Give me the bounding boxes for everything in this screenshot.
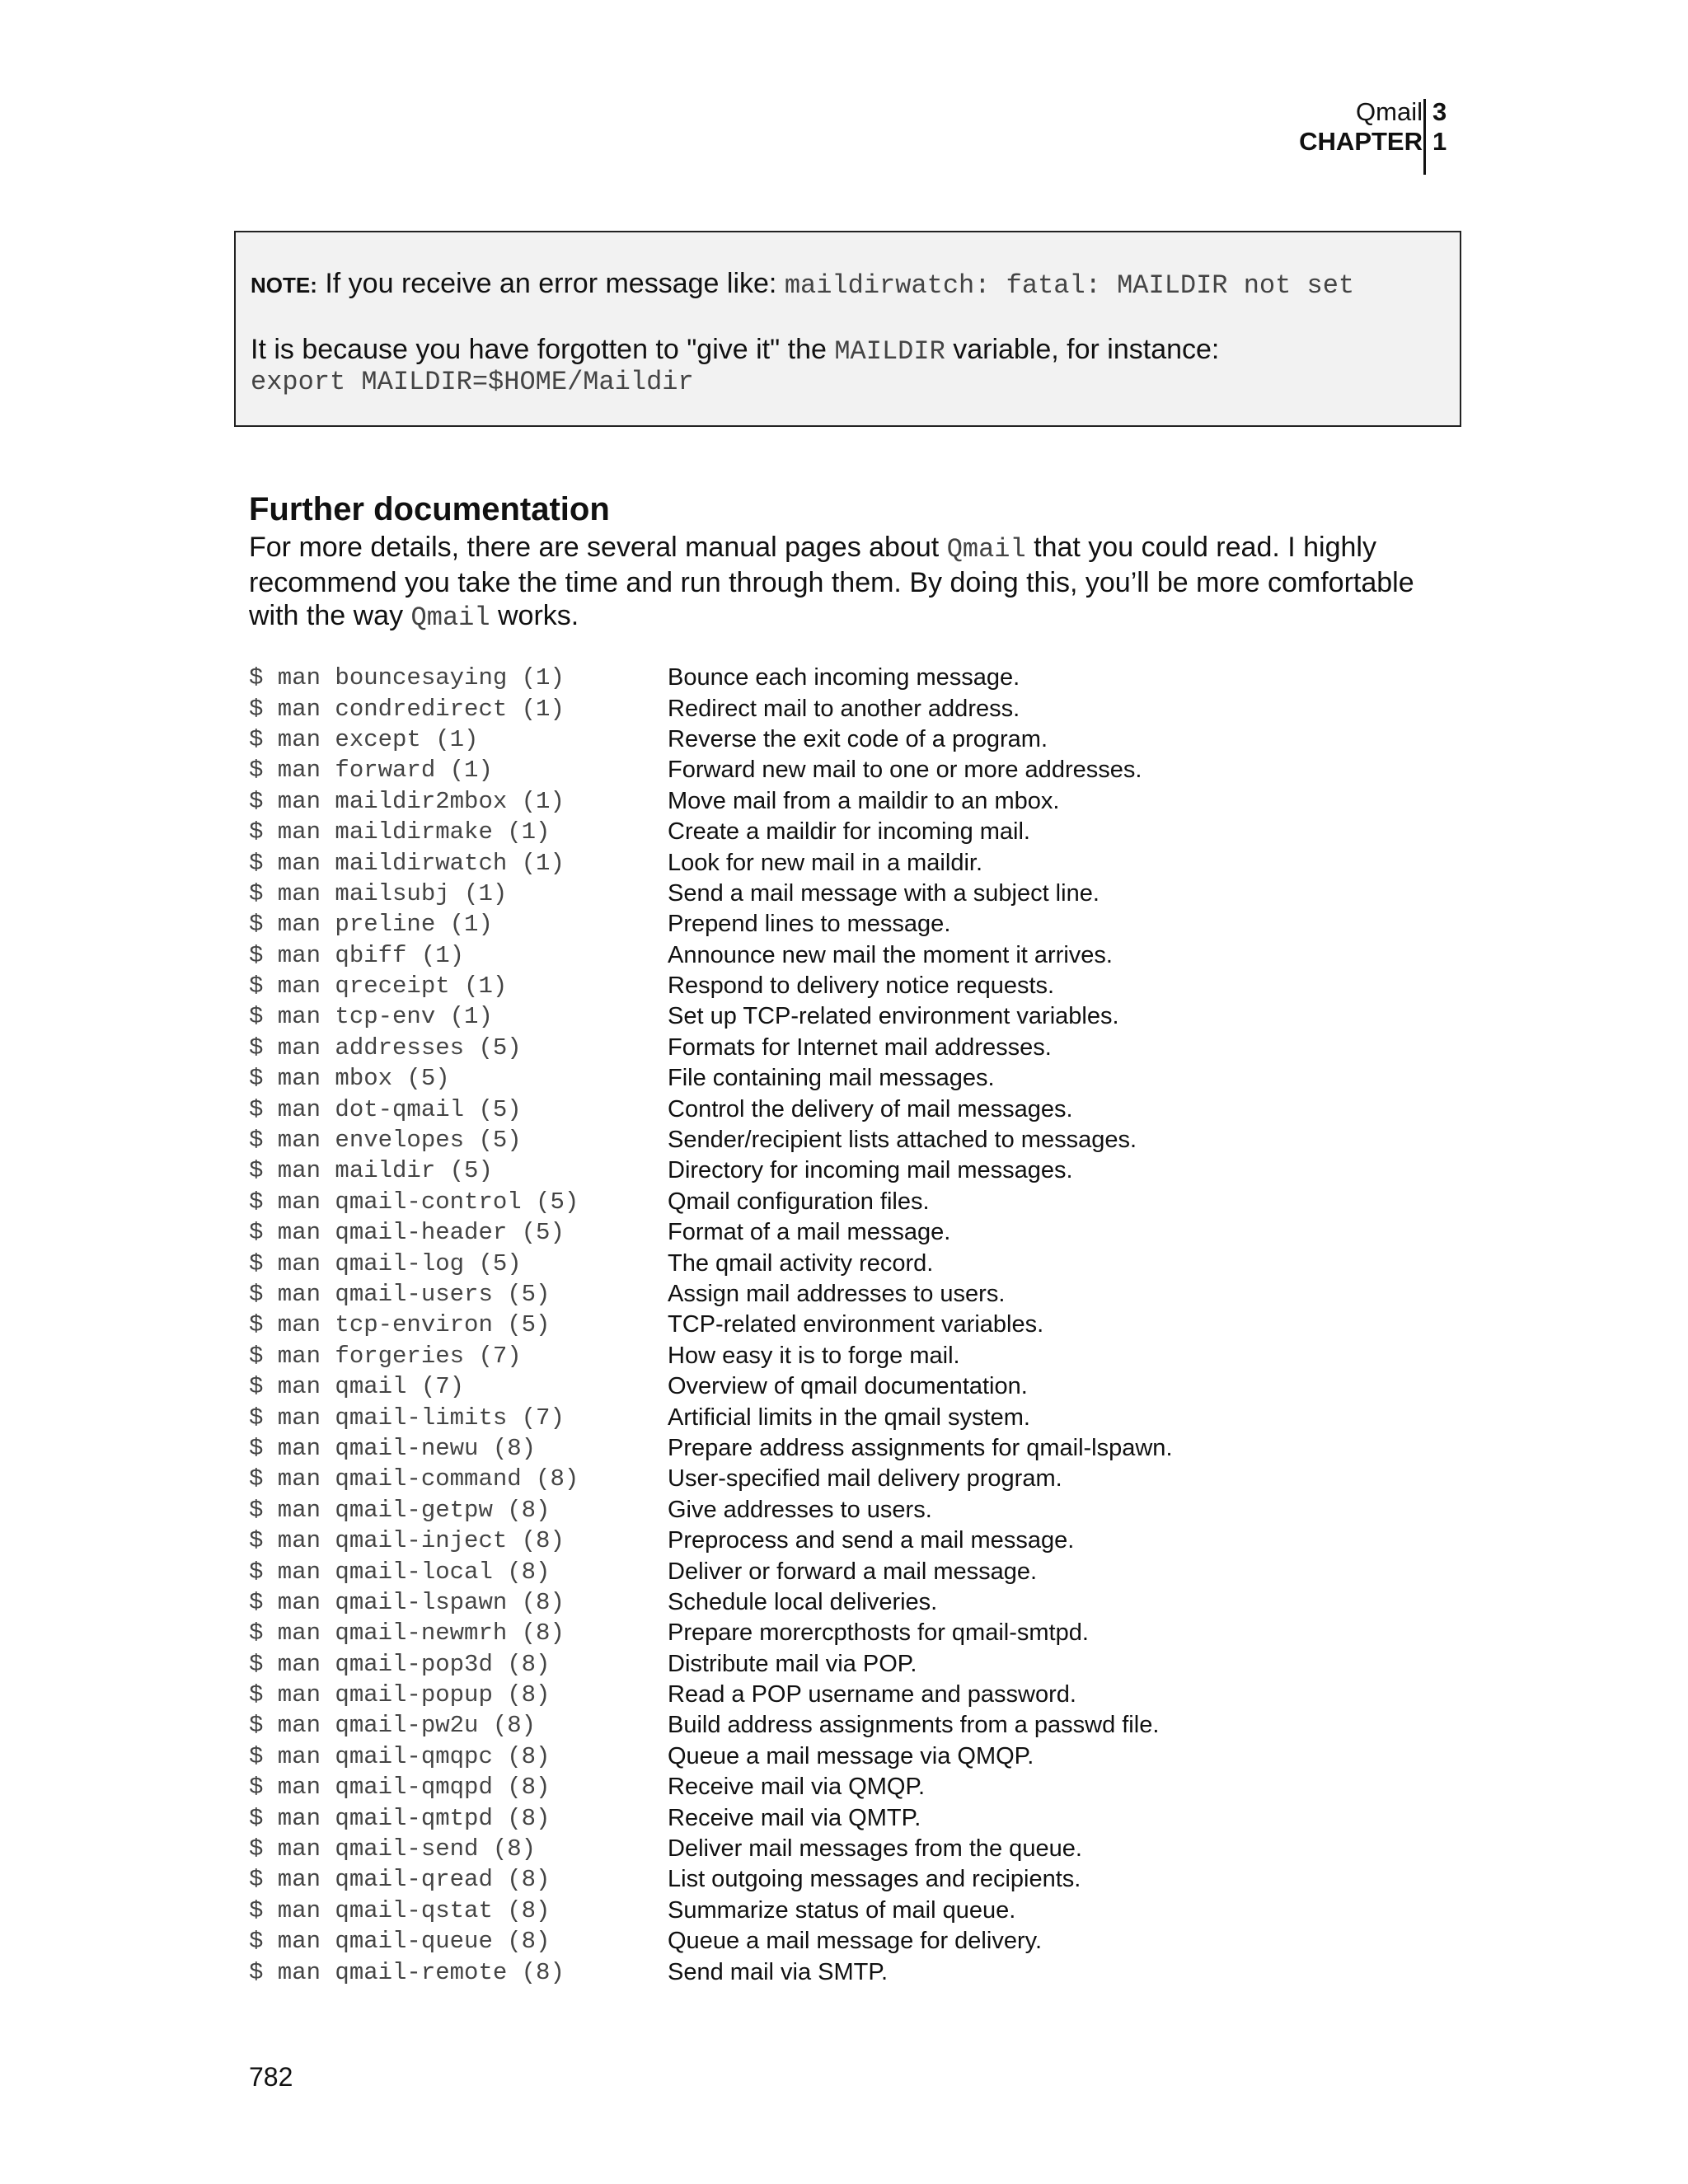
man-page-row xyxy=(249,1896,1173,1926)
header-chapter-label: CHAPTER xyxy=(1299,127,1423,156)
man-command: $ man qmail-local (8) xyxy=(249,1558,551,1586)
man-page-row xyxy=(249,1710,1173,1741)
man-description: File containing mail messages. xyxy=(668,1065,995,1092)
man-command: $ man qmail-queue (8) xyxy=(249,1928,551,1956)
note-error-code: maildirwatch: fatal: MAILDIR not set xyxy=(784,270,1355,301)
man-page-row xyxy=(249,1772,1173,1802)
man-command: $ man qmail (7) xyxy=(249,1373,465,1401)
man-command: $ man qmail-remote (8) xyxy=(249,1958,565,1986)
note-box xyxy=(234,231,1461,427)
man-page-row xyxy=(249,1556,1173,1586)
man-page-row xyxy=(249,1001,1173,1032)
man-command: $ man condredirect (1) xyxy=(249,695,565,723)
man-description: Artificial limits in the qmail system. xyxy=(668,1404,1030,1431)
man-page-row xyxy=(249,1680,1173,1710)
man-description: Receive mail via QMTP. xyxy=(668,1804,921,1831)
man-command: $ man dot-qmail (5) xyxy=(249,1095,522,1123)
man-page-row xyxy=(249,1864,1173,1895)
man-page-row xyxy=(249,1834,1173,1864)
chapter-number-top: 3 xyxy=(1432,97,1447,126)
man-description: User-specified mail delivery program. xyxy=(668,1465,1062,1493)
man-page-row xyxy=(249,1587,1173,1618)
man-description: List outgoing messages and recipients. xyxy=(668,1866,1081,1893)
man-page-row xyxy=(249,693,1173,724)
man-description: Prepare address assignments for qmail-lspawn. xyxy=(668,1434,1173,1461)
man-command: $ man qmail-getpw (8) xyxy=(249,1496,551,1524)
man-command: $ man qmail-send (8) xyxy=(249,1835,537,1863)
man-command: $ man forgeries (7) xyxy=(249,1342,522,1370)
man-description: Respond to delivery notice requests. xyxy=(668,972,1055,1000)
header-divider xyxy=(1423,99,1426,175)
man-command: $ man tcp-environ (5) xyxy=(249,1311,551,1339)
running-header xyxy=(1299,97,1423,157)
man-description: Overview of qmail documentation. xyxy=(668,1373,1028,1400)
man-description: Qmail configuration files. xyxy=(668,1188,930,1215)
man-description: Announce new mail the moment it arrives. xyxy=(668,941,1113,968)
note-text-2b: variable, for instance: xyxy=(945,334,1220,365)
note-line-1 xyxy=(251,267,1354,302)
man-page-row xyxy=(249,1310,1173,1340)
man-command: $ man maildirwatch (1) xyxy=(249,849,565,877)
man-command: $ man qreceipt (1) xyxy=(249,972,508,1001)
paragraph-code-1: Qmail xyxy=(946,534,1026,565)
note-export-code: export MAILDIR=$HOME/Maildir xyxy=(251,367,694,397)
man-command: $ man except (1) xyxy=(249,725,479,753)
man-page-row xyxy=(249,1433,1173,1464)
man-page-row xyxy=(249,1217,1173,1248)
man-description: Queue a mail message via QMQP. xyxy=(668,1742,1034,1769)
man-description: Formats for Internet mail addresses. xyxy=(668,1033,1052,1061)
man-command: $ man addresses (5) xyxy=(249,1033,522,1062)
man-page-row xyxy=(249,817,1173,847)
man-page-row xyxy=(249,971,1173,1001)
man-description: Schedule local deliveries. xyxy=(668,1588,938,1615)
man-command: $ man mbox (5) xyxy=(249,1065,450,1093)
note-text-2a: It is because you have forgotten to "give it" the xyxy=(251,334,835,365)
chapter-number xyxy=(1432,97,1447,157)
man-command: $ man envelopes (5) xyxy=(249,1127,522,1155)
man-description: Prepend lines to message. xyxy=(668,911,951,938)
man-command: $ man maildirmake (1) xyxy=(249,818,551,846)
man-description: Create a maildir for incoming mail. xyxy=(668,818,1030,846)
note-variable-code: MAILDIR xyxy=(834,336,945,367)
note-label: NOTE: xyxy=(251,273,317,298)
man-page-row xyxy=(249,1495,1173,1526)
man-command: $ man qmail-qmtpd (8) xyxy=(249,1804,551,1832)
man-page-row xyxy=(249,1371,1173,1402)
man-command: $ man qmail-qread (8) xyxy=(249,1866,551,1894)
man-page-row xyxy=(249,1618,1173,1648)
man-description: Receive mail via QMQP. xyxy=(668,1774,926,1801)
man-description: Sender/recipient lists attached to messages. xyxy=(668,1127,1137,1154)
man-description: Set up TCP-related environment variables. xyxy=(668,1003,1119,1030)
man-description: Send a mail message with a subject line. xyxy=(668,879,1100,907)
man-command: $ man qmail-log (5) xyxy=(249,1249,522,1277)
man-page-row xyxy=(249,1279,1173,1310)
man-command: $ man maildir (5) xyxy=(249,1157,493,1185)
man-page-row xyxy=(249,847,1173,878)
chapter-number-bottom: 1 xyxy=(1432,127,1447,156)
man-command: $ man qmail-popup (8) xyxy=(249,1681,551,1709)
section-paragraph xyxy=(249,531,1452,635)
man-description: Assign mail addresses to users. xyxy=(668,1281,1006,1307)
man-page-row xyxy=(249,1526,1173,1556)
man-command: $ man preline (1) xyxy=(249,911,493,939)
man-page-row xyxy=(249,724,1173,755)
man-page-row xyxy=(249,1125,1173,1155)
man-page-row xyxy=(249,1926,1173,1957)
man-command: $ man bouncesaying (1) xyxy=(249,664,565,692)
note-text-1: If you receive an error message like: xyxy=(316,268,785,299)
man-command: $ man qbiff (1) xyxy=(249,941,465,969)
man-command: $ man qmail-inject (8) xyxy=(249,1527,565,1555)
man-description: Format of a mail message. xyxy=(668,1219,951,1246)
man-description: Redirect mail to another address. xyxy=(668,695,1020,722)
page-number: 782 xyxy=(249,2062,293,2092)
paragraph-code-2: Qmail xyxy=(410,602,490,633)
man-page-row xyxy=(249,1649,1173,1680)
man-description: Preprocess and send a mail message. xyxy=(668,1527,1075,1554)
man-description: Deliver mail messages from the queue. xyxy=(668,1835,1082,1863)
man-description: Send mail via SMTP. xyxy=(668,1958,889,1985)
man-page-row xyxy=(249,1063,1173,1094)
man-command: $ man qmail-pop3d (8) xyxy=(249,1650,551,1678)
man-page-row xyxy=(249,1248,1173,1278)
man-description: Forward new mail to one or more addresses. xyxy=(668,757,1142,784)
man-page-row xyxy=(249,1402,1173,1432)
man-command: $ man qmail-command (8) xyxy=(249,1465,579,1493)
paragraph-text-c: works. xyxy=(490,600,579,631)
man-page-row xyxy=(249,1802,1173,1833)
man-page-row xyxy=(249,1033,1173,1063)
paragraph-text-a: For more details, there are several manual pages about xyxy=(249,532,947,563)
man-description: The qmail activity record. xyxy=(668,1249,934,1277)
note-line-2 xyxy=(251,333,1219,368)
paragraph-text-b: that you could read. I highly recommend you take the time and run through them. By doing this, you’ll be more comfortable with the way xyxy=(249,532,1414,631)
man-page-row xyxy=(249,1155,1173,1186)
man-description: Prepare morercpthosts for qmail-smtpd. xyxy=(668,1619,1089,1647)
man-description: Give addresses to users. xyxy=(668,1496,932,1523)
man-page-row xyxy=(249,1741,1173,1772)
man-command: $ man qmail-header (5) xyxy=(249,1219,565,1247)
man-command: $ man qmail-control (5) xyxy=(249,1188,579,1216)
man-command: $ man forward (1) xyxy=(249,757,493,785)
man-description: Summarize status of mail queue. xyxy=(668,1896,1016,1924)
man-description: Look for new mail in a maildir. xyxy=(668,849,982,876)
man-description: Control the delivery of mail messages. xyxy=(668,1095,1073,1122)
man-command: $ man mailsubj (1) xyxy=(249,879,508,907)
man-page-row xyxy=(249,755,1173,785)
man-command: $ man qmail-pw2u (8) xyxy=(249,1712,537,1740)
man-command: $ man qmail-qstat (8) xyxy=(249,1896,551,1924)
man-page-row xyxy=(249,1464,1173,1494)
man-description: Move mail from a maildir to an mbox. xyxy=(668,787,1060,814)
man-page-row xyxy=(249,663,1173,693)
man-command: $ man qmail-lspawn (8) xyxy=(249,1588,565,1616)
man-page-row xyxy=(249,786,1173,817)
header-title: Qmail xyxy=(1356,97,1423,126)
man-command: $ man qmail-qmqpc (8) xyxy=(249,1742,551,1770)
man-page-row xyxy=(249,909,1173,940)
man-description: Queue a mail message for delivery. xyxy=(668,1928,1043,1955)
man-description: Reverse the exit code of a program. xyxy=(668,725,1048,752)
man-description: TCP-related environment variables. xyxy=(668,1311,1044,1338)
man-page-row xyxy=(249,940,1173,971)
man-description: Build address assignments from a passwd file. xyxy=(668,1712,1160,1739)
man-description: Bounce each incoming message. xyxy=(668,664,1020,691)
man-description: Directory for incoming mail messages. xyxy=(668,1157,1073,1184)
man-page-row xyxy=(249,1187,1173,1217)
man-page-row xyxy=(249,1957,1173,1987)
man-command: $ man qmail-limits (7) xyxy=(249,1404,565,1432)
man-command: $ man qmail-newu (8) xyxy=(249,1434,537,1462)
section-title: Further documentation xyxy=(249,491,610,527)
man-command: $ man qmail-newmrh (8) xyxy=(249,1619,565,1647)
man-page-list xyxy=(249,663,1173,1988)
man-page-row xyxy=(249,1341,1173,1371)
man-page-row xyxy=(249,879,1173,909)
man-description: Distribute mail via POP. xyxy=(668,1650,917,1677)
man-description: How easy it is to forge mail. xyxy=(668,1342,960,1369)
man-page-row xyxy=(249,1094,1173,1124)
man-command: $ man maildir2mbox (1) xyxy=(249,787,565,815)
man-command: $ man tcp-env (1) xyxy=(249,1003,493,1031)
man-command: $ man qmail-users (5) xyxy=(249,1281,551,1308)
man-description: Deliver or forward a mail message. xyxy=(668,1558,1038,1585)
man-command: $ man qmail-qmqpd (8) xyxy=(249,1774,551,1802)
man-description: Read a POP username and password. xyxy=(668,1681,1076,1708)
